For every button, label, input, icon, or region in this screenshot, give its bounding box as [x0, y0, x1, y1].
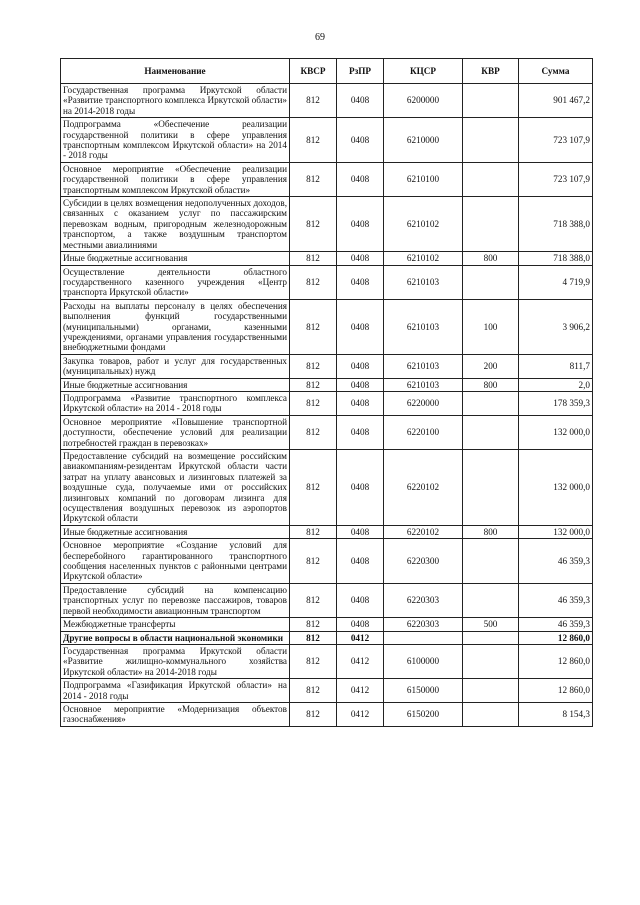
- page-number: 69: [315, 32, 325, 43]
- cell-kvsr: 812: [290, 539, 337, 584]
- cell-kvsr: 812: [290, 354, 337, 378]
- cell-sum: 718 388,0: [519, 197, 593, 252]
- cell-kcsr: 6220102: [384, 450, 463, 526]
- cell-sum: 718 388,0: [519, 252, 593, 265]
- cell-rzpr: 0412: [337, 631, 384, 644]
- cell-kvr: [463, 450, 519, 526]
- cell-sum: 46 359,3: [519, 539, 593, 584]
- budget-table: [60, 58, 593, 727]
- cell-name: Основное мероприятие «Обеспечение реализации государственной политики в сфере управления транспортным комплексом Иркутской области»: [61, 162, 290, 196]
- cell-kvr: [463, 415, 519, 449]
- cell-kvr: [463, 644, 519, 678]
- cell-kvr: 800: [463, 378, 519, 391]
- cell-kvr: [463, 702, 519, 726]
- cell-rzpr: 0408: [337, 539, 384, 584]
- cell-kcsr: 6220303: [384, 618, 463, 631]
- cell-kvsr: 812: [290, 265, 337, 299]
- cell-kcsr: 6210102: [384, 197, 463, 252]
- cell-kvr: 800: [463, 252, 519, 265]
- cell-kvr: [463, 84, 519, 118]
- table-row: [61, 391, 593, 415]
- cell-rzpr: 0408: [337, 354, 384, 378]
- cell-rzpr: 0412: [337, 679, 384, 703]
- cell-sum: 2,0: [519, 378, 593, 391]
- cell-sum: 4 719,9: [519, 265, 593, 299]
- cell-kvsr: 812: [290, 252, 337, 265]
- cell-rzpr: 0408: [337, 265, 384, 299]
- table-row: [61, 299, 593, 354]
- cell-rzpr: 0408: [337, 583, 384, 617]
- cell-rzpr: 0408: [337, 415, 384, 449]
- table-row: [61, 354, 593, 378]
- cell-rzpr: 0408: [337, 162, 384, 196]
- cell-kcsr: 6150200: [384, 702, 463, 726]
- cell-kvsr: 812: [290, 644, 337, 678]
- cell-rzpr: 0408: [337, 450, 384, 526]
- cell-kcsr: 6210100: [384, 162, 463, 196]
- cell-sum: 811,7: [519, 354, 593, 378]
- cell-name: Субсидии в целях возмещения недополученных доходов, связанных с оказанием услуг по пассажирским перевозкам водным, пригородным железнодорожным транспортом, а также воздушным транспортом местными авиалиниями: [61, 197, 290, 252]
- cell-name: Государственная программа Иркутской области «Развитие транспортного комплекса Иркутской области» на 2014-2018 годы: [61, 84, 290, 118]
- cell-kcsr: 6200000: [384, 84, 463, 118]
- table-row: [61, 631, 593, 644]
- cell-rzpr: 0408: [337, 84, 384, 118]
- cell-rzpr: 0408: [337, 378, 384, 391]
- cell-rzpr: 0408: [337, 391, 384, 415]
- cell-kcsr: 6210103: [384, 299, 463, 354]
- cell-kcsr: 6220000: [384, 391, 463, 415]
- cell-rzpr: 0408: [337, 118, 384, 163]
- table-row: [61, 118, 593, 163]
- cell-kcsr: [384, 631, 463, 644]
- cell-kcsr: 6210103: [384, 354, 463, 378]
- header-rzpr: РзПР: [337, 59, 384, 84]
- cell-kvr: [463, 679, 519, 703]
- table-row: [61, 252, 593, 265]
- cell-kvsr: 812: [290, 84, 337, 118]
- cell-kvsr: 812: [290, 450, 337, 526]
- cell-kcsr: 6210103: [384, 378, 463, 391]
- cell-kvsr: 812: [290, 391, 337, 415]
- cell-name: Предоставление субсидий на возмещение российским авиакомпаниям-резидентам Иркутской области части затрат на уплату авансовых и лизинговых платежей за воздушные суда, получаемые ими от российских лизинговых компаний по договорам лизинга для осуществления воздушных перевозок из аэропортов Иркутской области: [61, 450, 290, 526]
- cell-kvsr: 812: [290, 702, 337, 726]
- cell-rzpr: 0408: [337, 618, 384, 631]
- cell-kvsr: 812: [290, 679, 337, 703]
- cell-sum: 3 906,2: [519, 299, 593, 354]
- cell-name: Межбюджетные трансферты: [61, 618, 290, 631]
- table-row: [61, 378, 593, 391]
- table-row: [61, 702, 593, 726]
- cell-kcsr: 6210000: [384, 118, 463, 163]
- table-header-row: [61, 59, 593, 84]
- cell-kvsr: 812: [290, 618, 337, 631]
- table-row: [61, 265, 593, 299]
- cell-kvsr: 812: [290, 525, 337, 538]
- cell-kvsr: 812: [290, 583, 337, 617]
- table-row: [61, 583, 593, 617]
- cell-name: Иные бюджетные ассигнования: [61, 252, 290, 265]
- cell-sum: 901 467,2: [519, 84, 593, 118]
- cell-name: Предоставление субсидий на компенсацию транспортных услуг по перевозке пассажиров, товаров первой необходимости авиационным транспортом: [61, 583, 290, 617]
- cell-kvsr: 812: [290, 631, 337, 644]
- cell-kvr: 100: [463, 299, 519, 354]
- cell-kvr: [463, 162, 519, 196]
- cell-kcsr: 6100000: [384, 644, 463, 678]
- table-row: [61, 644, 593, 678]
- cell-kcsr: 6220100: [384, 415, 463, 449]
- cell-name: Иные бюджетные ассигнования: [61, 525, 290, 538]
- header-kvsr: КВСР: [290, 59, 337, 84]
- cell-name: Основное мероприятие «Создание условий для бесперебойного гарантированного транспортного сообщения населенных пунктов с районными центрами Иркутской области»: [61, 539, 290, 584]
- header-kcsr: КЦСР: [384, 59, 463, 84]
- cell-sum: 46 359,3: [519, 583, 593, 617]
- cell-sum: 12 860,0: [519, 644, 593, 678]
- cell-name: Государственная программа Иркутской области «Развитие жилищно-коммунального хозяйства Иркутской области» на 2014-2018 годы: [61, 644, 290, 678]
- cell-name: Подпрограмма «Развитие транспортного комплекса Иркутской области» на 2014 - 2018 годы: [61, 391, 290, 415]
- cell-kcsr: 6210102: [384, 252, 463, 265]
- cell-sum: 8 154,3: [519, 702, 593, 726]
- table-row: [61, 415, 593, 449]
- cell-kvsr: 812: [290, 415, 337, 449]
- cell-kvr: [463, 391, 519, 415]
- cell-kvsr: 812: [290, 118, 337, 163]
- cell-kvr: [463, 265, 519, 299]
- table-row: [61, 525, 593, 538]
- cell-sum: 12 860,0: [519, 631, 593, 644]
- cell-kvr: 800: [463, 525, 519, 538]
- cell-sum: 723 107,9: [519, 118, 593, 163]
- cell-kvr: [463, 539, 519, 584]
- cell-kvsr: 812: [290, 162, 337, 196]
- cell-kvsr: 812: [290, 299, 337, 354]
- cell-rzpr: 0412: [337, 702, 384, 726]
- table-row: [61, 162, 593, 196]
- cell-kvr: [463, 631, 519, 644]
- cell-kcsr: 6220303: [384, 583, 463, 617]
- cell-kvsr: 812: [290, 378, 337, 391]
- table-row: [61, 539, 593, 584]
- cell-sum: 132 000,0: [519, 415, 593, 449]
- cell-sum: 178 359,3: [519, 391, 593, 415]
- cell-kvr: 500: [463, 618, 519, 631]
- table-row: [61, 679, 593, 703]
- cell-kcsr: 6210103: [384, 265, 463, 299]
- cell-kcsr: 6150000: [384, 679, 463, 703]
- table-row: [61, 450, 593, 526]
- cell-kvr: [463, 583, 519, 617]
- header-sum: Сумма: [519, 59, 593, 84]
- cell-sum: 132 000,0: [519, 525, 593, 538]
- cell-kvsr: 812: [290, 197, 337, 252]
- cell-name: Другие вопросы в области национальной экономики: [61, 631, 290, 644]
- cell-rzpr: 0412: [337, 644, 384, 678]
- header-kvr: КВР: [463, 59, 519, 84]
- table-row: [61, 197, 593, 252]
- cell-name: Осуществление деятельности областного государственного казенного учреждения «Центр транспорта Иркутской области»: [61, 265, 290, 299]
- cell-kcsr: 6220300: [384, 539, 463, 584]
- cell-sum: 132 000,0: [519, 450, 593, 526]
- cell-sum: 723 107,9: [519, 162, 593, 196]
- cell-name: Подпрограмма «Обеспечение реализации государственной политики в сфере управления транспортным комплексом Иркутской области» на 2014 - 2018 годы: [61, 118, 290, 163]
- cell-rzpr: 0408: [337, 197, 384, 252]
- cell-name: Закупка товаров, работ и услуг для государственных (муниципальных) нужд: [61, 354, 290, 378]
- cell-sum: 46 359,3: [519, 618, 593, 631]
- cell-kvr: [463, 118, 519, 163]
- table-row: [61, 618, 593, 631]
- cell-kcsr: 6220102: [384, 525, 463, 538]
- cell-name: Основное мероприятие «Повышение транспортной доступности, обеспечение условий для реализации потребностей граждан в перевозках»: [61, 415, 290, 449]
- cell-name: Иные бюджетные ассигнования: [61, 378, 290, 391]
- cell-kvr: 200: [463, 354, 519, 378]
- cell-name: Подпрограмма «Газификация Иркутской области» на 2014 - 2018 годы: [61, 679, 290, 703]
- cell-kvr: [463, 197, 519, 252]
- cell-rzpr: 0408: [337, 252, 384, 265]
- header-name: Наименование: [61, 59, 290, 84]
- table-row: [61, 84, 593, 118]
- cell-rzpr: 0408: [337, 299, 384, 354]
- cell-name: Основное мероприятие «Модернизация объектов газоснабжения»: [61, 702, 290, 726]
- table-body: [61, 84, 593, 727]
- cell-sum: 12 860,0: [519, 679, 593, 703]
- cell-name: Расходы на выплаты персоналу в целях обеспечения выполнения функций государственными (муниципальными) органами, казенными учреждениями, органами управления государственными внебюджетными фондами: [61, 299, 290, 354]
- cell-rzpr: 0408: [337, 525, 384, 538]
